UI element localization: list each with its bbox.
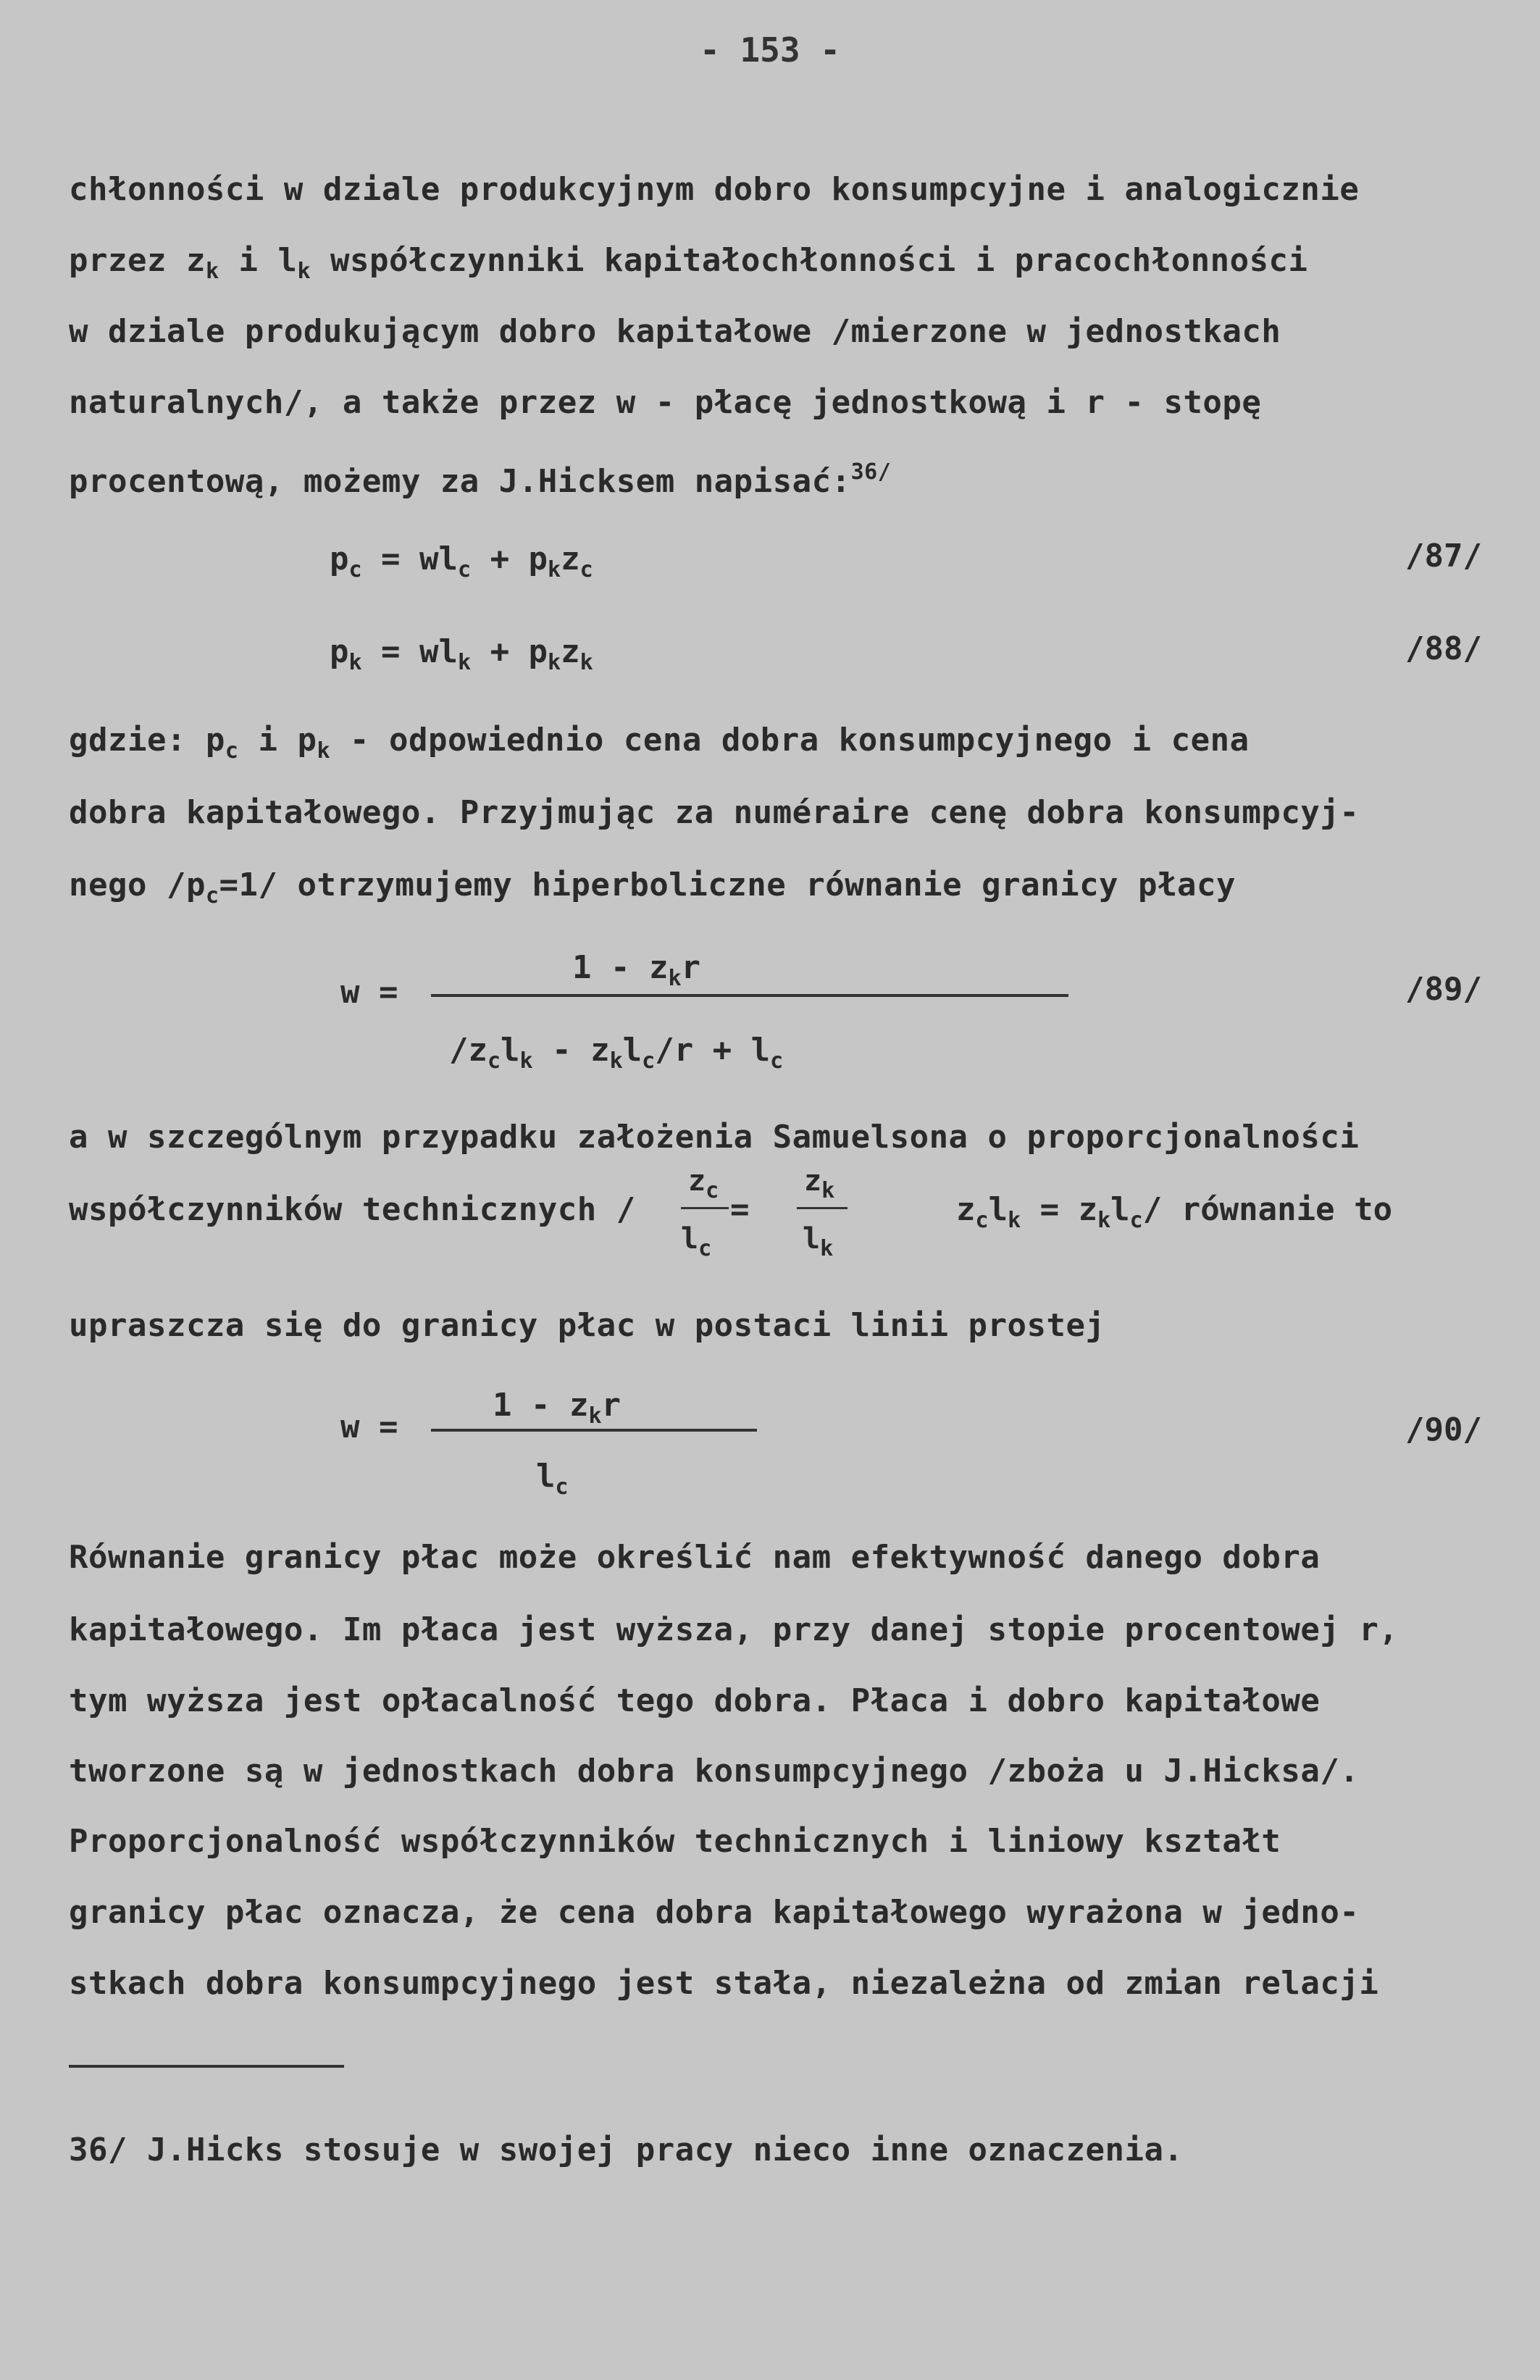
equation-89-denominator: $/z_cl_k - z_kl_c/r + l_c$ <box>449 1032 784 1074</box>
equation-89-lhs: w = <box>340 974 398 1011</box>
footnote: 36/ J.Hicks stosuje w swojej pracy nieco inne oznaczenia. <box>69 2131 1184 2168</box>
equation-90-numerator: $1 - z_kr$ <box>493 1387 622 1429</box>
fraction-bar <box>797 1207 848 1209</box>
page-number: - 153 - <box>700 30 840 70</box>
equation-87: $p_c = wl_c + p_kz_c$ <box>330 540 593 583</box>
text-line: procentową, możemy za J.Hicksem napisać:$^{36/}$ <box>69 459 892 500</box>
equation-90-lhs: w = <box>340 1408 398 1445</box>
text-line: tym wyższa jest opłacalność tego dobra. Płaca i dobro kapitałowe <box>69 1682 1321 1719</box>
frac-lk: $l_k$ <box>803 1222 834 1261</box>
equation-88: $p_k = wl_k + p_kz_k$ <box>330 633 593 675</box>
equation-number: /87/ <box>1405 538 1482 575</box>
footnote-ref: 36/ <box>850 459 892 485</box>
text-line: Równanie granicy płac może określić nam efektywność danego dobra <box>69 1539 1321 1576</box>
fraction-bar <box>431 1429 757 1432</box>
text-line: naturalnych/, a także przez w - płacę jednostkową i r - stopę <box>69 384 1262 421</box>
proportionality-expr: $z_cl_k = z_kl_c/$ równanie to <box>956 1191 1393 1233</box>
text-line: współczynników technicznych / <box>69 1191 636 1228</box>
footnote-rule <box>69 2065 344 2068</box>
text-line: chłonności w dziale produkcyjnym dobro konsumpcyjne i analogicznie <box>69 171 1360 208</box>
text-line: kapitałowego. Im płaca jest wyższa, przy danej stopie procentowej r, <box>69 1611 1399 1648</box>
frac-zk: $z_k$ <box>804 1164 835 1203</box>
equation-number: /88/ <box>1405 630 1482 667</box>
text-line: upraszcza się do granicy płac w postaci linii prostej <box>69 1307 1105 1344</box>
text-line: granicy płac oznacza, że cena dobra kapitałowego wyrażona w jedno- <box>69 1894 1360 1931</box>
text-line: dobra kapitałowego. Przyjmując za numéraire cenę dobra konsumpcyj- <box>69 794 1360 831</box>
equation-90-denominator: $l_c$ <box>536 1458 569 1500</box>
text-line: nego $/p_c=1/$ otrzymujemy hiperboliczne równanie granicy płacy <box>69 867 1236 909</box>
text-line: przez $z_k$ i $l_k$ współczynniki kapitałochłonności i pracochłonności <box>69 242 1308 284</box>
fraction-bar <box>681 1207 729 1209</box>
text-line: w dziale produkującym dobro kapitałowe /mierzone w jednostkach <box>69 313 1281 350</box>
fraction-bar <box>431 994 1068 997</box>
text-line: gdzie: $p_c$ i $p_k$ - odpowiednio cena dobra konsumpcyjnego i cena <box>69 722 1250 764</box>
text-line: a w szczególnym przypadku założenia Samuelsona o proporcjonalności <box>69 1119 1360 1156</box>
equals: = <box>730 1191 750 1228</box>
text-line: stkach dobra konsumpcyjnego jest stała, niezależna od zmian relacji <box>69 1965 1379 2002</box>
equation-number: /90/ <box>1405 1411 1482 1448</box>
equation-number: /89/ <box>1405 971 1482 1008</box>
text-line: Proporcjonalność współczynników technicznych i liniowy kształt <box>69 1823 1281 1860</box>
text-line: tworzone są w jednostkach dobra konsumpcyjnego /zboża u J.Hicksa/. <box>69 1753 1360 1790</box>
frac-zc: $z_c$ <box>688 1164 719 1203</box>
equation-89-numerator: $1 - z_kr$ <box>572 949 701 991</box>
frac-lc: $l_c$ <box>681 1222 712 1261</box>
